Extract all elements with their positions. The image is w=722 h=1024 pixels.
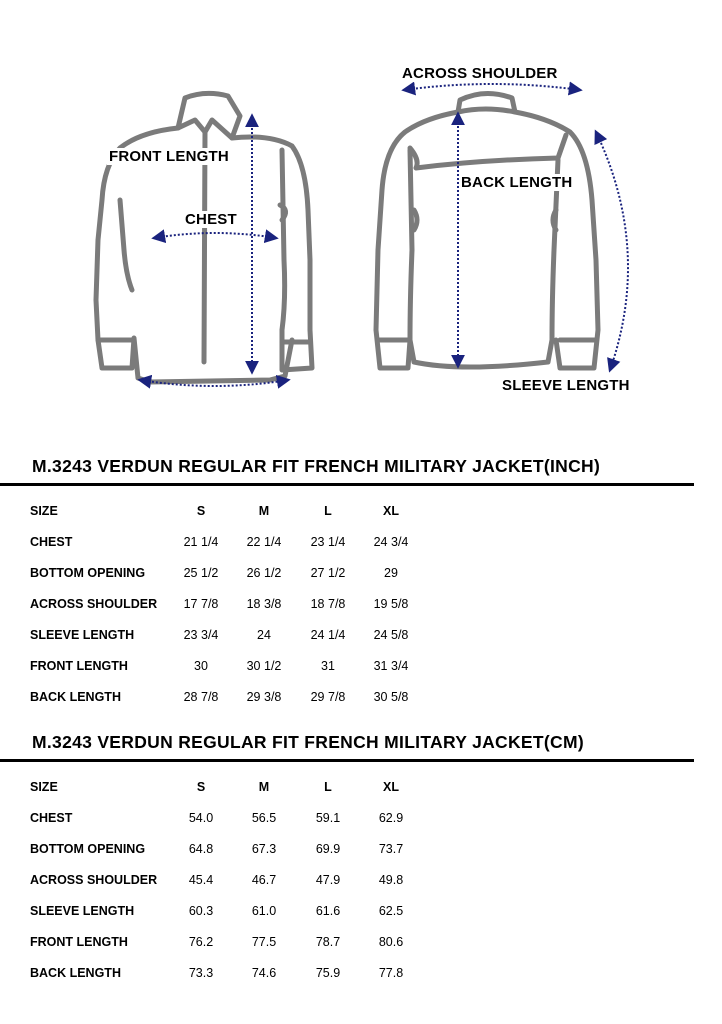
row-label: ACROSS SHOULDER — [30, 873, 158, 887]
table-row — [0, 628, 722, 646]
value-cell: 61.0 — [251, 904, 277, 918]
value-cell: 19 5/8 — [373, 597, 409, 611]
value-cell: 61.6 — [315, 904, 341, 918]
jacket-illustrations — [0, 0, 722, 420]
across-shoulder-label: ACROSS SHOULDER — [402, 65, 558, 82]
value-cell: 30 1/2 — [246, 659, 282, 673]
title-divider — [0, 483, 694, 486]
row-label: FRONT LENGTH — [30, 935, 128, 949]
value-cell: 18 7/8 — [310, 597, 346, 611]
header-xl: XL — [383, 780, 399, 794]
row-label: BOTTOM OPENING — [30, 566, 146, 580]
header-xl: XL — [383, 504, 399, 518]
value-cell: 22 1/4 — [246, 535, 282, 549]
back-jacket-outline — [376, 93, 598, 368]
row-label: CHEST — [30, 535, 73, 549]
value-cell: 30 — [194, 659, 208, 673]
header-l: L — [324, 780, 332, 794]
value-cell: 27 1/2 — [310, 566, 346, 580]
front-jacket-outline — [96, 93, 312, 382]
value-cell: 49.8 — [378, 873, 404, 887]
header-m: M — [258, 780, 270, 794]
front-length-label: FRONT LENGTH — [109, 148, 229, 165]
row-label: FRONT LENGTH — [30, 659, 128, 673]
value-cell: 29 — [384, 566, 398, 580]
title-divider — [0, 759, 694, 762]
value-cell: 45.4 — [188, 873, 214, 887]
table-row — [0, 873, 722, 891]
header-m: M — [258, 504, 270, 518]
value-cell: 23 1/4 — [310, 535, 346, 549]
value-cell: 80.6 — [378, 935, 404, 949]
value-cell: 29 3/8 — [246, 690, 282, 704]
value-cell: 69.9 — [315, 842, 341, 856]
sleeve-length-label: SLEEVE LENGTH — [502, 377, 630, 394]
row-label: SLEEVE LENGTH — [30, 904, 135, 918]
value-cell: 67.3 — [251, 842, 277, 856]
table-header-row — [0, 504, 722, 522]
table-row — [0, 659, 722, 677]
row-label: BOTTOM OPENING — [30, 842, 146, 856]
value-cell: 24 5/8 — [373, 628, 409, 642]
value-cell: 31 — [321, 659, 335, 673]
table-row — [0, 811, 722, 829]
value-cell: 75.9 — [315, 966, 341, 980]
header-s: S — [196, 504, 206, 518]
header-l: L — [324, 504, 332, 518]
value-cell: 64.8 — [188, 842, 214, 856]
value-cell: 24 3/4 — [373, 535, 409, 549]
table-row — [0, 935, 722, 953]
value-cell: 76.2 — [188, 935, 214, 949]
value-cell: 56.5 — [251, 811, 277, 825]
value-cell: 29 7/8 — [310, 690, 346, 704]
value-cell: 73.3 — [188, 966, 214, 980]
value-cell: 62.5 — [378, 904, 404, 918]
table-title: M.3243 VERDUN REGULAR FIT FRENCH MILITARY JACKET(INCH) — [32, 456, 601, 476]
chest-label: CHEST — [185, 211, 237, 228]
value-cell: 17 7/8 — [183, 597, 219, 611]
value-cell: 47.9 — [315, 873, 341, 887]
value-cell: 62.9 — [378, 811, 404, 825]
value-cell: 23 3/4 — [183, 628, 219, 642]
value-cell: 77.5 — [251, 935, 277, 949]
table-row — [0, 566, 722, 584]
row-label: SLEEVE LENGTH — [30, 628, 135, 642]
table-row — [0, 904, 722, 922]
header-size: SIZE — [30, 504, 58, 518]
value-cell: 73.7 — [378, 842, 404, 856]
back-length-label: BACK LENGTH — [461, 174, 573, 191]
header-s: S — [196, 780, 206, 794]
value-cell: 77.8 — [378, 966, 404, 980]
value-cell: 60.3 — [188, 904, 214, 918]
value-cell: 46.7 — [251, 873, 277, 887]
row-label: CHEST — [30, 811, 73, 825]
row-label: ACROSS SHOULDER — [30, 597, 158, 611]
value-cell: 25 1/2 — [183, 566, 219, 580]
sleeve-length-arrow — [596, 132, 628, 370]
value-cell: 24 1/4 — [310, 628, 346, 642]
table-row — [0, 690, 722, 708]
measurement-diagram — [0, 0, 722, 420]
value-cell: 31 3/4 — [373, 659, 409, 673]
value-cell: 74.6 — [251, 966, 277, 980]
row-label: BACK LENGTH — [30, 690, 121, 704]
table-row — [0, 597, 722, 615]
value-cell: 24 — [257, 628, 271, 642]
value-cell: 30 5/8 — [373, 690, 409, 704]
value-cell: 28 7/8 — [183, 690, 219, 704]
table-header-row — [0, 780, 722, 798]
table-row — [0, 842, 722, 860]
value-cell: 54.0 — [188, 811, 214, 825]
chest-arrow — [154, 233, 276, 238]
row-label: BACK LENGTH — [30, 966, 121, 980]
header-size: SIZE — [30, 780, 58, 794]
value-cell: 59.1 — [315, 811, 341, 825]
value-cell: 18 3/8 — [246, 597, 282, 611]
across-shoulder-arrow — [404, 84, 580, 90]
value-cell: 21 1/4 — [183, 535, 219, 549]
value-cell: 26 1/2 — [246, 566, 282, 580]
table-title: M.3243 VERDUN REGULAR FIT FRENCH MILITARY JACKET(CM) — [32, 732, 584, 752]
table-row — [0, 966, 722, 984]
table-row — [0, 535, 722, 553]
value-cell: 78.7 — [315, 935, 341, 949]
